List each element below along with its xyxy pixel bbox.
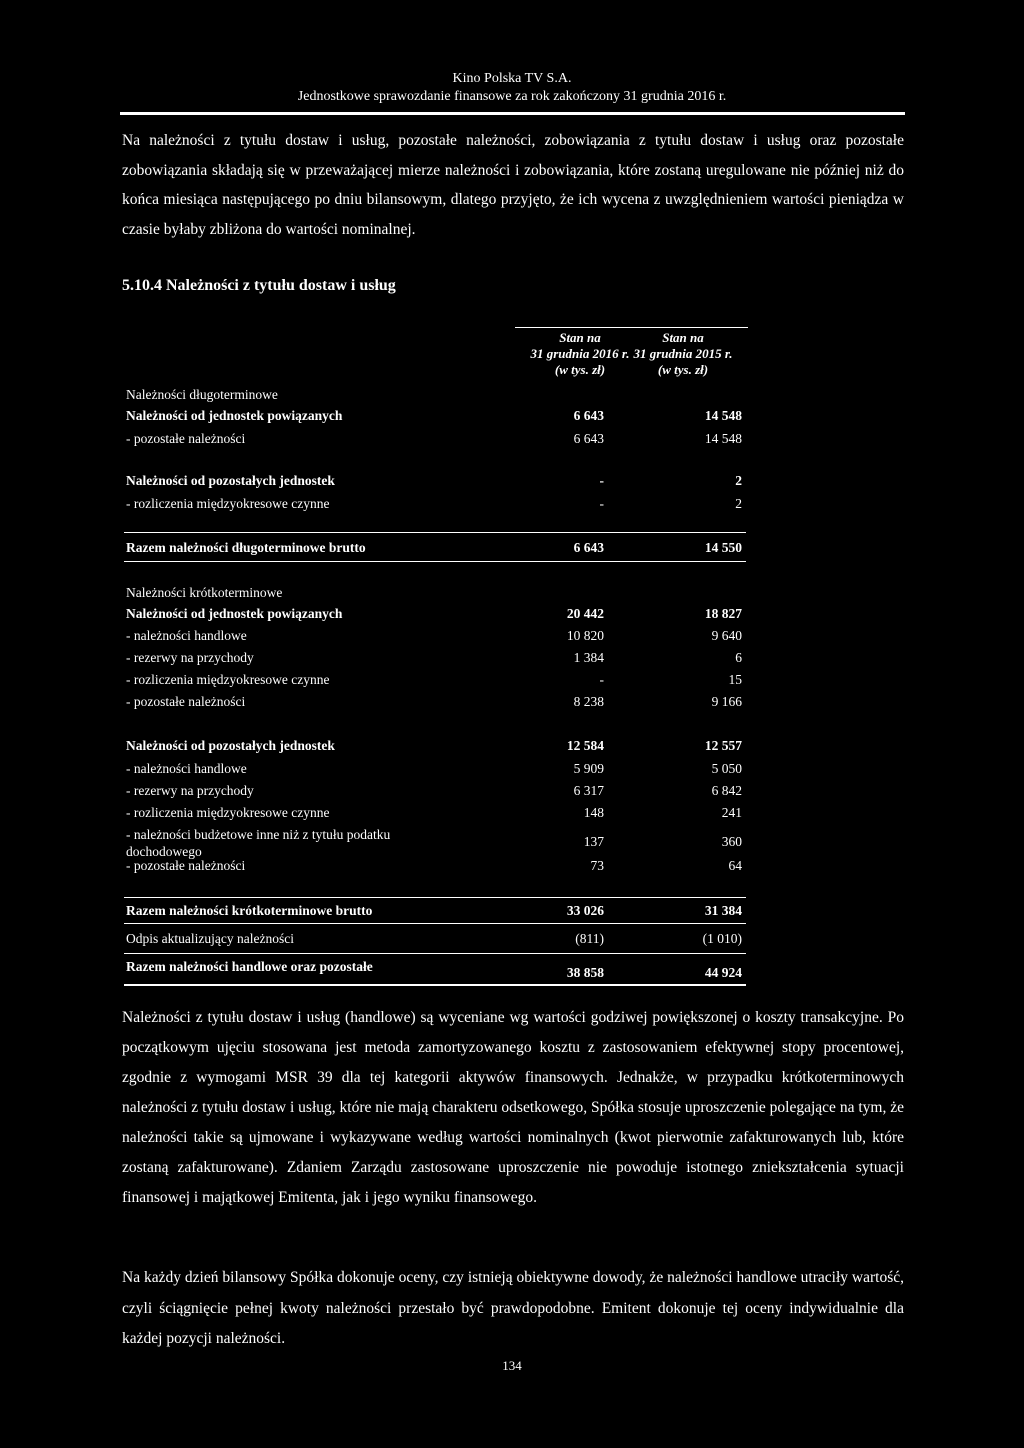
table-row (126, 603, 744, 625)
value-2016: - (599, 473, 604, 488)
value-2015: 360 (721, 834, 742, 849)
row-label-line1: - należności budżetowe inne niż z tytułu podatku (126, 827, 391, 842)
value-2015: 5 050 (711, 761, 742, 776)
table-row-total (126, 900, 744, 922)
row-label: Należności od pozostałych jednostek (126, 473, 335, 488)
value-2016: 6 643 (573, 408, 604, 423)
value-2016: 148 (583, 805, 604, 820)
table-row (126, 428, 744, 450)
table-row (126, 405, 744, 427)
table-row (126, 855, 744, 877)
table-row (126, 735, 744, 757)
paragraph-impairment: Na każdy dzień bilansowy Spółka dokonuje oceny, czy istnieją obiektywne dowody, że należności handlowe utraciły wartość, czyli ściągnięcie pełnej kwoty należności przestało być prawdopodobne. Emitent dokonuje tej oceny indywidualnie dla każdej pozycji należności. (122, 1269, 904, 1347)
page-number: 134 (502, 1358, 522, 1373)
value-2016: - (599, 672, 604, 687)
row-label: - rozliczenia międzyokresowe czynne (126, 805, 330, 820)
column-header-2015 (618, 327, 748, 378)
table-row-total (126, 537, 744, 559)
table-row-short-term-header (126, 582, 744, 604)
row-label: Należności krótkoterminowe (126, 585, 283, 600)
table-double-rule (124, 984, 746, 986)
value-2016: 38 858 (566, 965, 604, 980)
row-label: Razem należności handlowe oraz pozostałe (126, 959, 373, 974)
table-row (126, 758, 744, 780)
row-label: Należności od pozostałych jednostek (126, 738, 335, 753)
value-2015: 15 (728, 672, 742, 687)
row-label: Należności od jednostek powiązanych (126, 606, 343, 621)
report-subtitle: Jednostkowe sprawozdanie finansowe za rok zakończony 31 grudnia 2016 r. (297, 89, 727, 104)
row-label: - rezerwy na przychody (126, 650, 254, 665)
header-rule (120, 112, 905, 115)
column-header-2016-line2: 31 grudnia 2016 r. (530, 346, 630, 361)
value-2016: 73 (590, 858, 604, 873)
value-2015: 14 548 (704, 431, 742, 446)
value-2015: 18 827 (704, 606, 742, 621)
column-header-2016-line3: (w tys. zł) (554, 362, 606, 377)
row-label: Należności długoterminowe (126, 387, 278, 402)
value-2015: (1 010) (702, 931, 742, 946)
value-2016: 12 584 (566, 738, 604, 753)
row-label: - rozliczenia międzyokresowe czynne (126, 496, 330, 511)
value-2015: 44 924 (704, 965, 742, 980)
value-2016: 33 026 (566, 903, 604, 918)
table-row (126, 625, 744, 647)
value-2016: - (599, 496, 604, 511)
table-rule (124, 561, 746, 562)
row-label: - pozostałe należności (126, 431, 246, 446)
value-2015: 2 (735, 496, 742, 511)
row-label-line2: dochodowego (126, 844, 202, 859)
value-2016: 5 909 (573, 761, 604, 776)
value-2015: 12 557 (704, 738, 742, 753)
table-rule (124, 923, 746, 924)
value-2015: 9 166 (711, 694, 742, 709)
row-label: - pozostałe należności (126, 694, 246, 709)
value-2015: 31 384 (704, 903, 742, 918)
row-label: - należności handlowe (126, 628, 247, 643)
value-2016: 1 384 (573, 650, 604, 665)
company-name: Kino Polska TV S.A. (452, 71, 572, 86)
row-label: Odpis aktualizujący należności (126, 931, 294, 946)
row-label: - pozostałe należności (126, 858, 246, 873)
value-2015: 64 (728, 858, 742, 873)
value-2015: 6 (735, 650, 742, 665)
value-2015: 241 (721, 805, 742, 820)
table-row (126, 669, 744, 691)
table-rule (124, 532, 746, 533)
row-label: - należności handlowe (126, 761, 247, 776)
value-2016: 20 442 (566, 606, 604, 621)
row-label: Razem należności długoterminowe brutto (126, 540, 366, 555)
value-2015: 9 640 (711, 628, 742, 643)
value-2016: 137 (583, 834, 604, 849)
value-2015: 14 548 (704, 408, 742, 423)
value-2016: 6 317 (573, 783, 604, 798)
table-row (126, 780, 744, 802)
value-2016: 10 820 (566, 628, 604, 643)
row-label: - rezerwy na przychody (126, 783, 254, 798)
table-row (126, 802, 744, 824)
column-header-2015-line2: 31 grudnia 2015 r. (633, 346, 733, 361)
value-2015: 2 (735, 473, 742, 488)
table-row (126, 691, 744, 713)
page-header (0, 70, 1024, 106)
value-2016: 6 643 (573, 431, 604, 446)
table-row-grand-total (126, 956, 744, 978)
table-row (126, 928, 744, 950)
row-label: Razem należności krótkoterminowe brutto (126, 903, 373, 918)
value-2016: 8 238 (573, 694, 604, 709)
value-2015: 6 842 (711, 783, 742, 798)
intro-paragraph: Na należności z tytułu dostaw i usług, pozostałe należności, zobowiązania z tytułu dostaw i usług oraz pozostałe zobowiązania składają się w przeważającej mierze należności i zobowiązania, które zostaną uregulowane nie później niż do końca miesiąca następującego po dniu bilansowym, dlatego przyjęto, że ich wycena z uwzględnieniem wartości pieniądza w czasie byłaby zbliżona do wartości nominalnej. (122, 132, 904, 238)
section-title: 5.10.4 Należności z tytułu dostaw i usług (122, 277, 396, 294)
value-2015: 14 550 (704, 540, 742, 555)
value-2016: (811) (575, 931, 604, 946)
table-rule (124, 897, 746, 898)
row-label: - rozliczenia międzyokresowe czynne (126, 672, 330, 687)
column-header-2015-line1: Stan na (662, 330, 704, 345)
table-row (126, 493, 744, 515)
row-label: Należności od jednostek powiązanych (126, 408, 343, 423)
value-2016: 6 643 (573, 540, 604, 555)
table-row (126, 647, 744, 669)
paragraph-valuation: Należności z tytułu dostaw i usług (handlowe) są wyceniane wg wartości godziwej powiększonej o koszty transakcyjne. Po początkowym ujęciu stosowana jest metoda zamortyzowanego kosztu z zastosowaniem efektywnej stopy procentowej, zgodnie z wymogami MSR 39 dla tej kategorii aktywów finansowych. Jednakże, w przypadku krótkoterminowych należności z tytułu dostaw i usług, które nie mają charakteru odsetkowego, Spółka stosuje uproszczenie polegające na tym, że należności takie są ujmowane i wykazywane według wartości nominalnych (kwot pierwotnie zafakturowanych lub, które zostaną zafakturowane). Zdaniem Zarządu zastosowane uproszczenie nie powoduje istotnego zniekształcenia sytuacji finansowej i majątkowej Emitenta, jak i jego wyniku finansowego. (122, 1009, 904, 1206)
table-row-long-term-header (126, 384, 744, 406)
column-header-2015-line3: (w tys. zł) (657, 362, 709, 377)
table-rule (124, 953, 746, 954)
table-row (126, 470, 744, 492)
column-header-2016-line1: Stan na (559, 330, 601, 345)
